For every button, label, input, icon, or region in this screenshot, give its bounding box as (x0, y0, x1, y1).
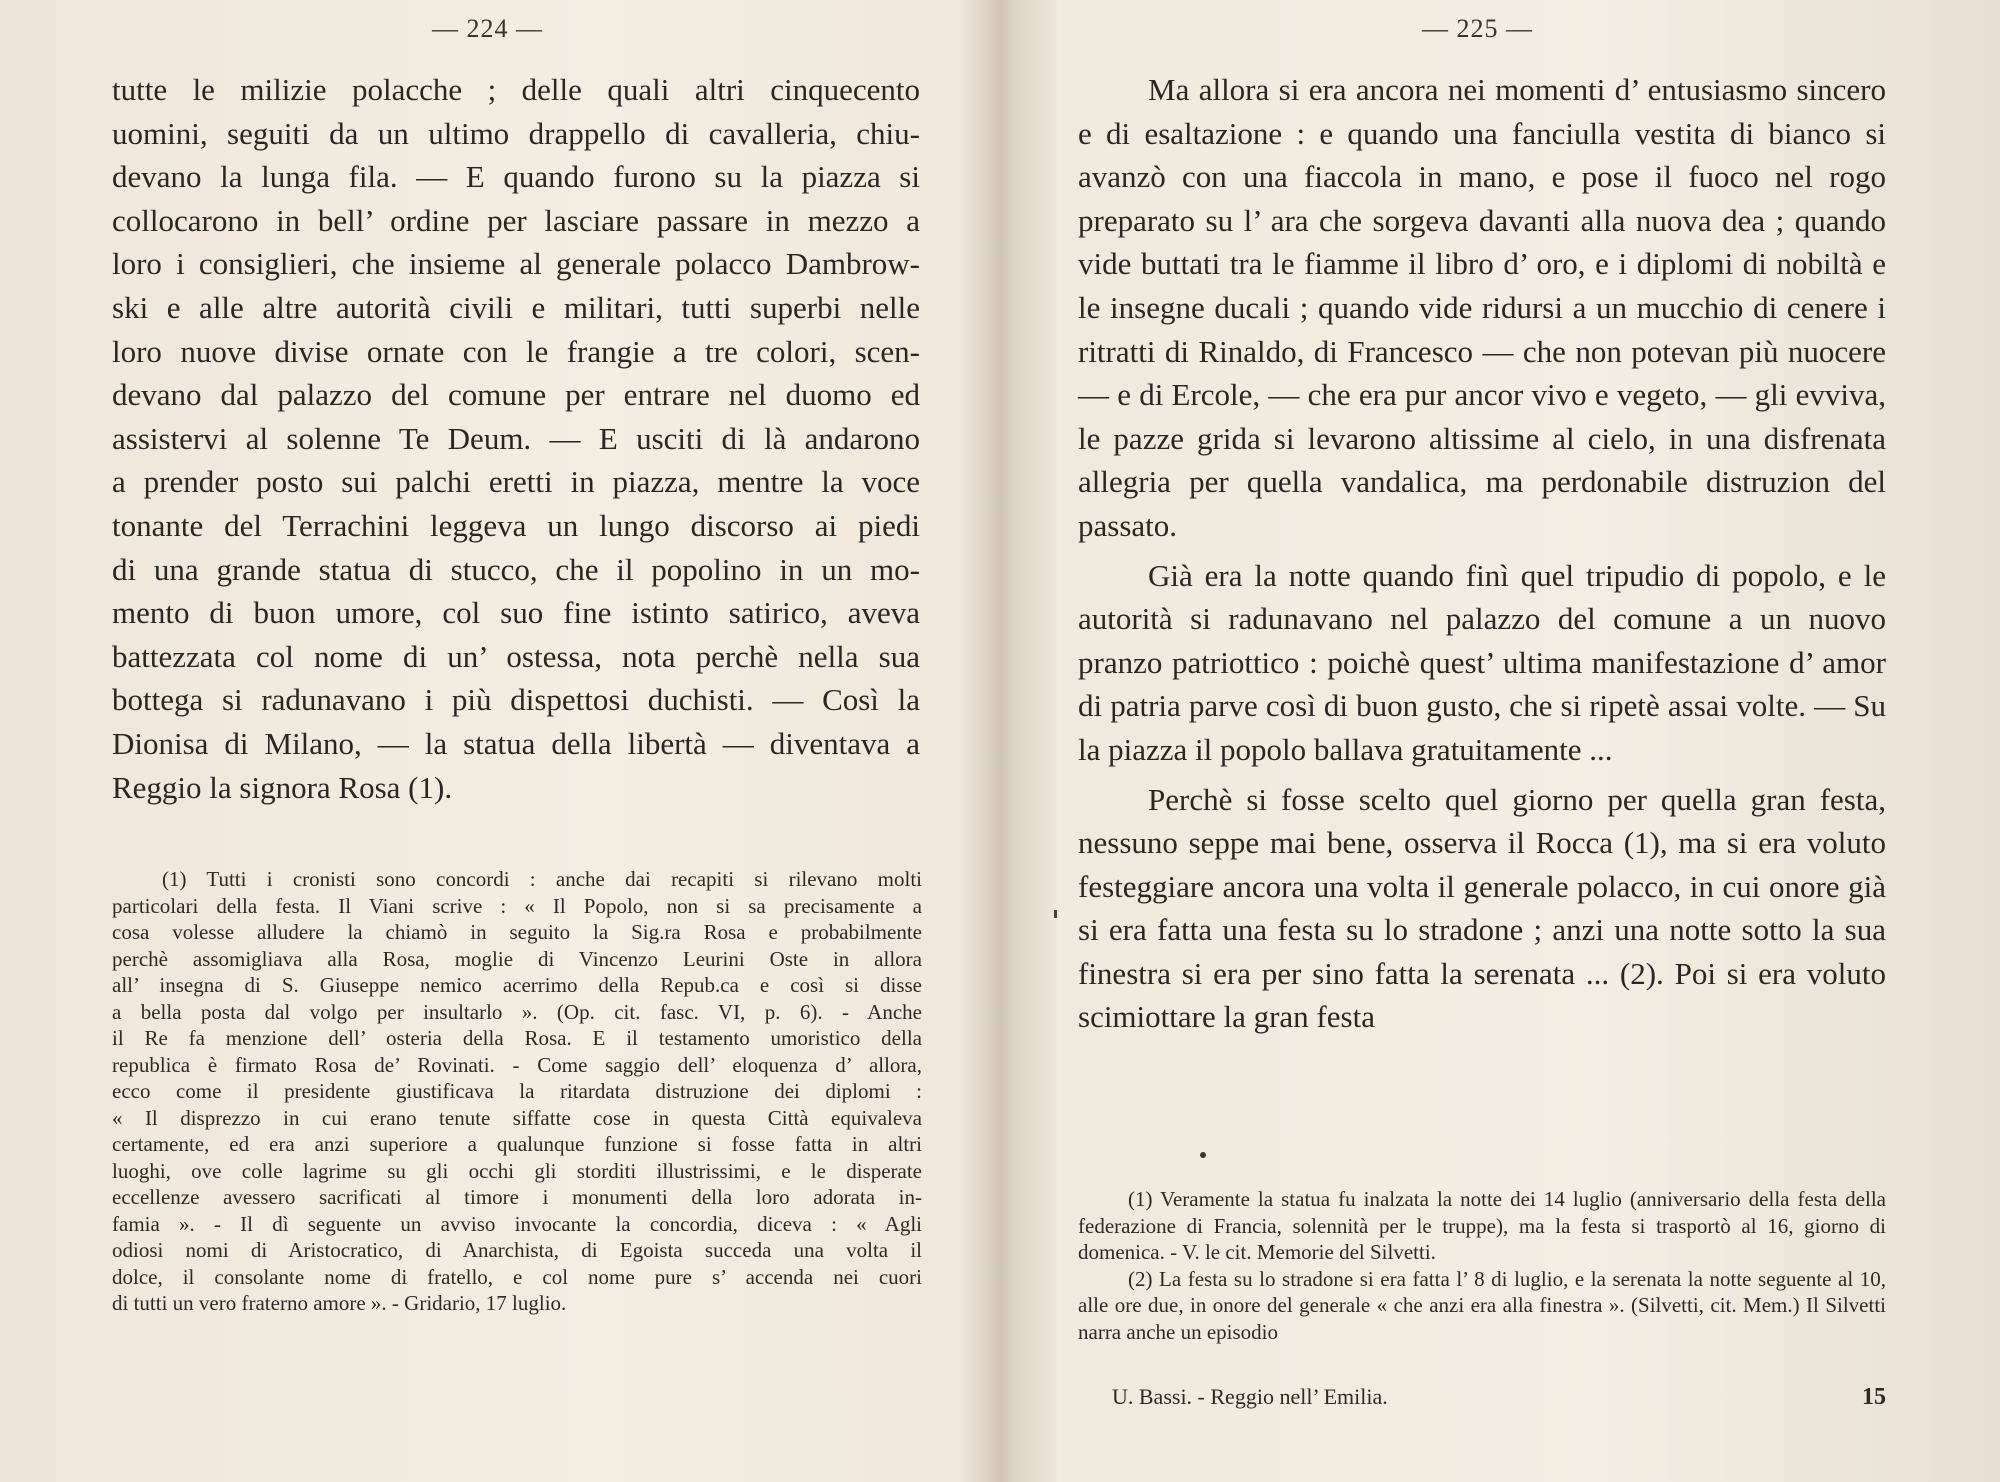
paragraph: Perchè si fosse scelto quel giorno per quella gran festa, nessuno seppe mai bene, osserva il Rocca (1), ma si era voluto festeggiare ancora una volta il generale polacco, in cui onore già si era fatta una festa su lo stradone ; anzi una notte sotto la sua finestra si era per sino fatta la serenata ... (2). Poi si era voluto scimiottare la gran festa (1078, 781, 1886, 1035)
left-page (0, 0, 990, 1482)
paragraph: Già era la notte quando finì quel tripudio di popolo, e le autorità si radunavano nel palazzo del comune a un nuovo pranzo patriottico : poichè quest’ ultima manifestazione d’ amor di patria parve così di buon gusto, che si ripetè assai volte. — Su la piazza il popolo ballava gratuitamente ... (1078, 557, 1886, 767)
stray-mark (1200, 1152, 1206, 1158)
signature-mark: 15 (1862, 1384, 1886, 1410)
text-line: bottega si radunavano i più dispettosi duchisti. — Così la (112, 682, 920, 718)
footnote-line: famia ». - Il dì seguente un avviso invocante la concordia, diceva : « Agli (112, 1211, 922, 1236)
footnote-line: (1) Tutti i cronisti sono concordi : anche dai recapiti si rilevano molti (162, 867, 922, 891)
footnote-line: a bella posta dal volgo per insultarlo ». (Op. cit. fasc. VI, p. 6). - Anche (112, 999, 922, 1024)
text-line: battezzata col nome di un’ ostessa, nota perchè nella sua (112, 638, 920, 674)
main-text (1078, 68, 1886, 1039)
text-line: tutte le milizie polacche ; delle quali altri cinquecento (112, 72, 920, 107)
footnote-line: republica è firmato Rosa de’ Rovinati. - Come saggio dell’ eloquenza d’ allora, (112, 1052, 922, 1077)
text-line: di una grande statua di stucco, che il popolino in un mo- (112, 551, 920, 587)
footnote-line: dolce, il consolante nome di fratello, e col nome pure s’ accenda nei cuori (112, 1264, 922, 1289)
footnotes (1078, 1186, 1886, 1345)
page-number: — 225 — (1422, 14, 1533, 43)
main-text-lines (112, 68, 920, 809)
text-line: loro nuove divise ornate con le frangie a tre colori, scen- (112, 333, 920, 369)
footnote-line: all’ insegna di S. Giuseppe nemico acerrimo della Repub.ca e così si disse (112, 973, 922, 997)
footnote-line: cosa volesse alludere la chiamò in seguito la Sig.ra Rosa e probabilmente (112, 920, 922, 944)
running-footer (1112, 1384, 1886, 1411)
main-text (112, 68, 920, 809)
footnote-line: perchè assomigliava alla Rosa, moglie di Vincenzo Leurini Oste in allora (112, 946, 922, 971)
paragraph: Ma allora si era ancora nei momenti d’ entusiasmo sincero e di esaltazione : e quando una fanciulla vestita di bianco si avanzò con una fiaccola in mano, e pose il fuoco nel rogo preparato su l’ ara che sorgeva davanti alla nuova dea ; quando vide buttati tra le fiamme il libro d’ oro, e i diplomi di nobiltà e le insegne ducali ; quando vide ridursi a un mucchio di cenere i ritratti di Rinaldo, di Francesco — che non potevan più nuocere — e di Ercole, — che era pur ancor vivo e vegeto, — gli evviva, le pazze grida si levarono altissime al cielo, in una disfrenata allegria per quella vandalica, ma perdonabile distruzion del passato. (1078, 72, 1886, 543)
footnote-line: ecco come il presidente giustificava la ritardata distruzione dei diplomi : (112, 1079, 922, 1103)
page-number: — 224 — (432, 14, 543, 43)
text-line: assistervi al solenne Te Deum. — E usciti di là andarono (112, 420, 920, 456)
footnote-line: odiosi nomi di Aristocratico, di Anarchista, di Egoista succeda una volta il (112, 1238, 922, 1262)
footnote-line: di tutti un vero fraterno amore ». - Gridario, 17 luglio. (112, 1291, 567, 1315)
footnote-2: (2) La festa su lo stradone si era fatta l’ 8 di luglio, e la serenata la notte seguente al 10, alle ore due, in onore del generale « che anzi era alla finestra ». (Silvetti, cit. Mem.) Il Silvetti narra anche un episodio (1078, 1266, 1886, 1344)
footnote-line: luoghi, ove colle lagrime su gli occhi gli storditi illustrissimi, e le disperate (112, 1158, 922, 1183)
text-line: uomini, seguiti da un ultimo drappello di cavalleria, chiu- (112, 115, 920, 151)
right-page (1000, 0, 2000, 1482)
text-line: loro i consiglieri, che insieme al generale polacco Dambrow- (112, 246, 920, 282)
footnote (112, 866, 922, 1317)
text-line: devano la lunga fila. — E quando furono su la piazza si (112, 159, 920, 195)
text-line: a prender posto sui palchi eretti in piazza, mentre la voce (112, 464, 920, 500)
footnote-lines (112, 866, 922, 1317)
text-line: Dionisa di Milano, — la statua della libertà — diventava a (112, 725, 920, 761)
text-line: tonante del Terrachini leggeva un lungo discorso ai piedi (112, 507, 920, 543)
text-line: Reggio la signora Rosa (1). (112, 769, 453, 805)
footnote-line: « Il disprezzo in cui erano tenute siffatte cose in questa Città equivaleva (112, 1105, 922, 1130)
footnote-1: (1) Veramente la statua fu inalzata la notte dei 14 luglio (anniversario della festa della federazione di Francia, solennità per le truppe), ma la festa si trasportò al 16, giorno di domenica. - V. le cit. Memorie del Silvetti. (1078, 1187, 1886, 1264)
author-title: U. Bassi. - Reggio nell’ Emilia. (1112, 1384, 1388, 1409)
text-line: ski e alle altre autorità civili e militari, tutti superbi nelle (112, 289, 920, 325)
text-line: mento di buon umore, col suo fine istinto satirico, aveva (112, 595, 920, 631)
footnote-line: certamente, ed era anzi superiore a qualunque funzione si fosse fatta in altri (112, 1132, 922, 1156)
footnote-line: eccellenze avessero sacrificati al timore i monumenti della loro adorata in- (112, 1185, 922, 1209)
footnote-line: particolari della festa. Il Viani scrive : « Il Popolo, non si sa precisamente a (112, 893, 922, 918)
text-line: devano dal palazzo del comune per entrare nel duomo ed (112, 377, 920, 413)
text-line: collocarono in bell’ ordine per lasciare passare in mezzo a (112, 202, 920, 238)
footnote-line: il Re fa menzione dell’ osteria della Rosa. E il testamento umoristico della (112, 1026, 922, 1050)
margin-mark (1054, 910, 1057, 918)
